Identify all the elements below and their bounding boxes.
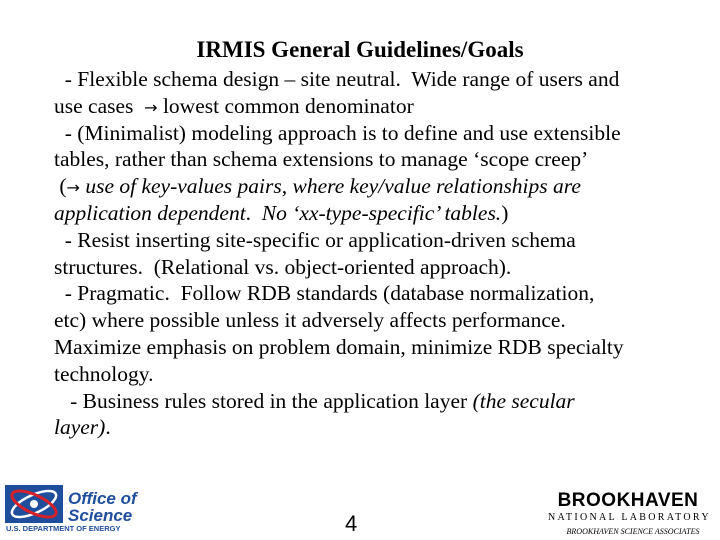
text-run: layer) (54, 415, 106, 440)
text-run: use cases (54, 93, 145, 118)
body-line (54, 93, 704, 120)
text-run: - Flexible schema design – site neutral. Wide range of users and (54, 67, 620, 91)
page-number: 4 (345, 511, 358, 536)
body-line (54, 388, 704, 415)
text-run: - (Minimalist) modeling approach is to define and use extensible (54, 120, 621, 145)
doe-atom-icon (4, 484, 64, 524)
text-run: structures. (Relational vs. object-oriented approach). (54, 254, 512, 279)
text-run: - Resist inserting site-specific or application-driven schema (54, 227, 576, 252)
body-line (54, 307, 704, 334)
text-run: . (245, 200, 262, 225)
body-line (54, 227, 704, 254)
text-run: tables, rather than schema extensions to manage ‘scope creep’ (54, 147, 589, 172)
body-line (54, 414, 704, 441)
arrow-icon: → (66, 178, 80, 198)
text-run: (the secular (472, 388, 575, 413)
body-line (54, 280, 704, 307)
slide-title: IRMIS General Guidelines/Goals (196, 37, 524, 62)
text-run: . (105, 415, 111, 440)
text-run: No ‘xx-type-specific’ tables. (261, 200, 502, 225)
doe-agency-label: U.S. DEPARTMENT OF ENERGY (6, 524, 121, 533)
body-line (54, 146, 704, 173)
arrow-icon: → (144, 97, 158, 117)
text-run: - Business rules stored in the application layer (54, 388, 473, 413)
brookhaven-wordmark: BROOKHAVEN (557, 490, 699, 511)
slide-body-text (54, 66, 704, 441)
body-line (54, 173, 704, 200)
brookhaven-science-associates-label: BROOKHAVEN SCIENCE ASSOCIATES (566, 527, 700, 536)
brookhaven-logo (548, 490, 718, 540)
text-run: application dependent (54, 200, 246, 225)
body-line (54, 200, 704, 227)
body-line (54, 334, 704, 361)
text-run: etc) where possible unless it adversely affects performance. (54, 308, 566, 333)
text-run: ) (501, 200, 509, 225)
text-run: technology. (54, 361, 154, 386)
office-of-science-wordmark: Office of Science (68, 489, 137, 525)
text-run: lowest common denominator (157, 93, 414, 118)
body-line (54, 120, 704, 147)
body-line (54, 254, 704, 281)
text-run: use of key-values pairs, where key/value relationships are (79, 174, 581, 199)
text-run: Maximize emphasis on problem domain, minimize RDB specialty (54, 334, 624, 359)
body-line (54, 361, 704, 388)
national-laboratory-label: NATIONAL LABORATORY (548, 512, 711, 523)
body-line (54, 66, 704, 93)
text-run: ( (54, 174, 67, 199)
text-run: - Pragmatic. Follow RDB standards (database normalization, (54, 281, 595, 306)
office-of-science-logo (4, 484, 154, 540)
